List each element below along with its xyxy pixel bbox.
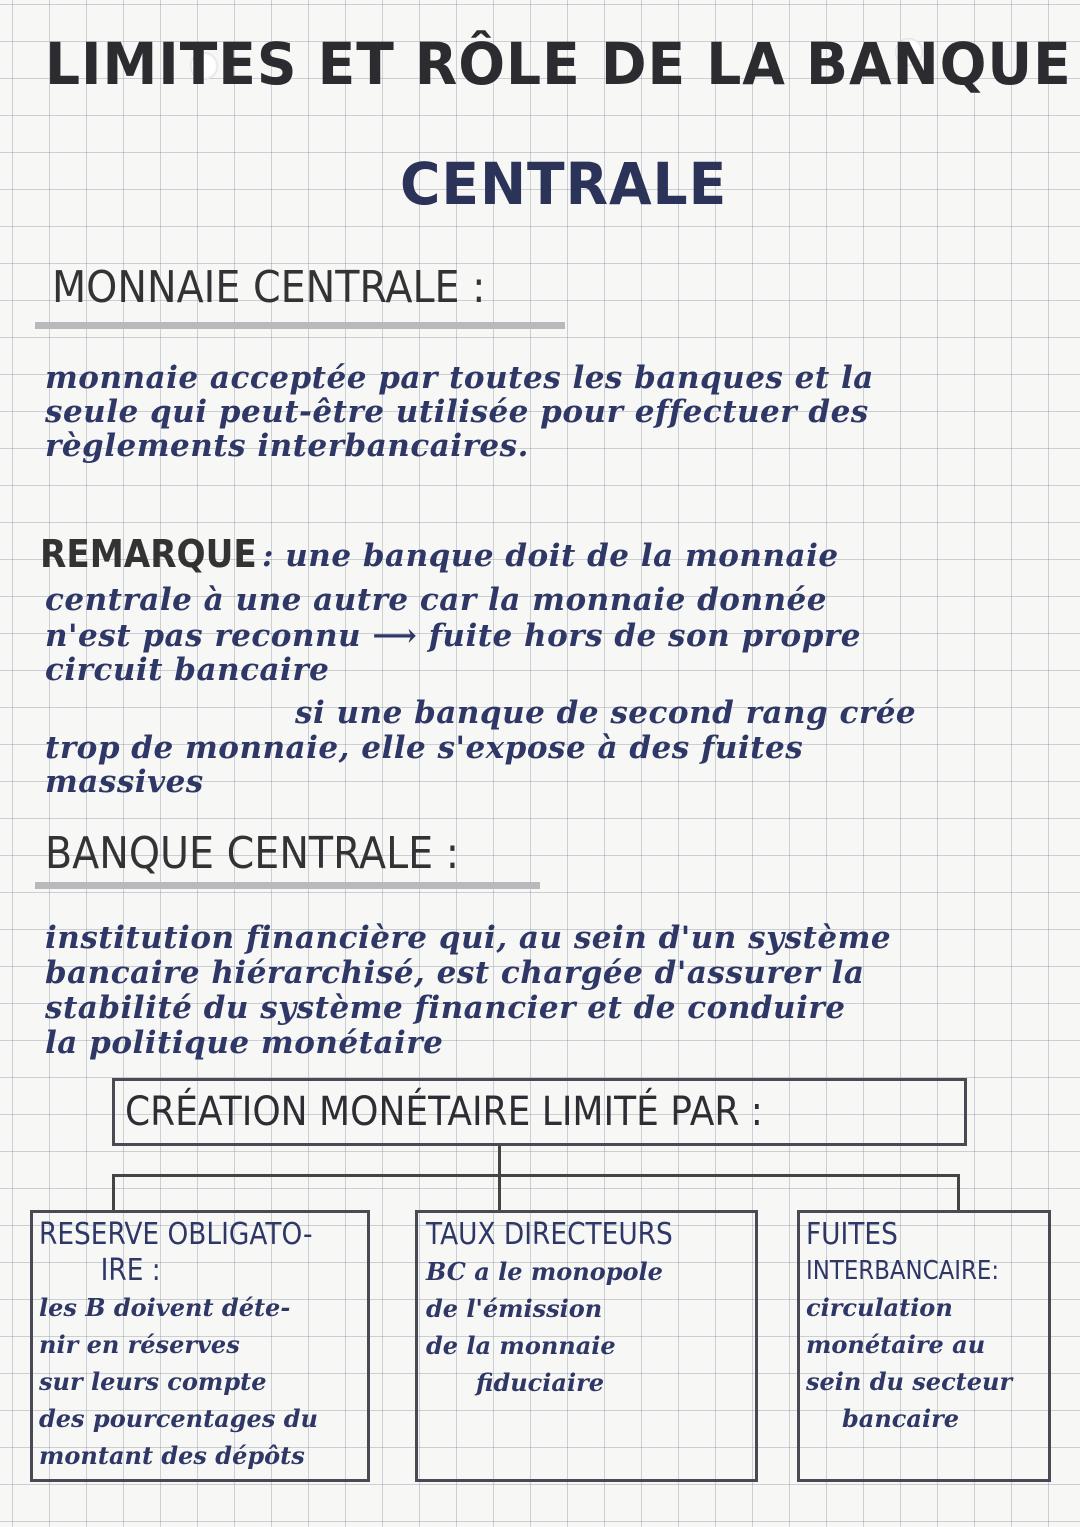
box-line: de l'émission — [426, 1294, 603, 1323]
box-line: de la monnaie — [426, 1331, 616, 1360]
box-title: TAUX DIRECTEURS — [426, 1217, 673, 1252]
box-line: bancaire — [842, 1404, 959, 1433]
creation-heading-box — [112, 1078, 967, 1146]
text-line: : une banque doit de la monnaie — [262, 538, 839, 574]
heading-monnaie-centrale: MONNAIE CENTRALE : — [52, 262, 486, 313]
text-line: seule qui peut-être utilisée pour effectuer des — [45, 394, 869, 430]
remarque-label: REMARQUE — [40, 532, 257, 576]
box-line: montant des dépôts — [39, 1441, 305, 1470]
box-title: RESERVE OBLIGATO- — [39, 1217, 313, 1252]
heading-underline — [35, 322, 565, 329]
connector-line — [498, 1146, 501, 1176]
box-line: fiduciaire — [476, 1368, 604, 1397]
text-line: bancaire hiérarchisé, est chargée d'assurer la — [45, 955, 865, 991]
box-line: sein du secteur — [806, 1367, 1013, 1396]
text-line: si une banque de second rang crée — [295, 695, 917, 731]
box-line: des pourcentages du — [39, 1404, 318, 1433]
box-reserve-obligatoire — [30, 1210, 370, 1482]
box-line: circulation — [806, 1293, 953, 1322]
text-line: trop de monnaie, elle s'expose à des fuites — [45, 730, 804, 766]
page-title-line2: CENTRALE — [400, 150, 728, 218]
text-line: centrale à une autre car la monnaie donnée — [45, 582, 827, 618]
connector-line — [957, 1174, 960, 1210]
box-title: IRE : — [100, 1253, 161, 1288]
box-taux-directeurs — [415, 1210, 758, 1482]
box-line: les B doivent déte- — [39, 1293, 291, 1322]
box-line: monétaire au — [806, 1330, 986, 1359]
connector-line — [112, 1174, 115, 1210]
text-line: circuit bancaire — [45, 652, 330, 688]
connector-line — [112, 1174, 960, 1177]
heading-banque-centrale: BANQUE CENTRALE : — [45, 828, 460, 879]
text-line: monnaie acceptée par toutes les banques et la — [45, 360, 874, 396]
text-line: n'est pas reconnu ⟶ fuite hors de son propre — [45, 618, 861, 654]
text-line: massives — [45, 764, 204, 800]
creation-heading: CRÉATION MONÉTAIRE LIMITÉ PAR : — [125, 1089, 763, 1135]
box-title: FUITES — [806, 1217, 898, 1252]
heading-underline — [35, 882, 540, 889]
text-line: institution financière qui, au sein d'un système — [45, 920, 892, 956]
box-line: sur leurs compte — [39, 1367, 267, 1396]
box-fuites-interbancaire — [797, 1210, 1051, 1482]
text-line: la politique monétaire — [45, 1025, 444, 1061]
box-line: BC a le monopole — [426, 1257, 663, 1286]
box-line: nir en réserves — [39, 1330, 240, 1359]
connector-line — [498, 1174, 501, 1210]
page-title-line1: LIMITES ET RÔLE DE LA BANQUE — [45, 30, 1072, 98]
box-title: INTERBANCAIRE: — [806, 1256, 1000, 1286]
text-line: règlements interbancaires. — [45, 428, 529, 464]
text-line: stabilité du système financier et de conduire — [45, 990, 846, 1026]
